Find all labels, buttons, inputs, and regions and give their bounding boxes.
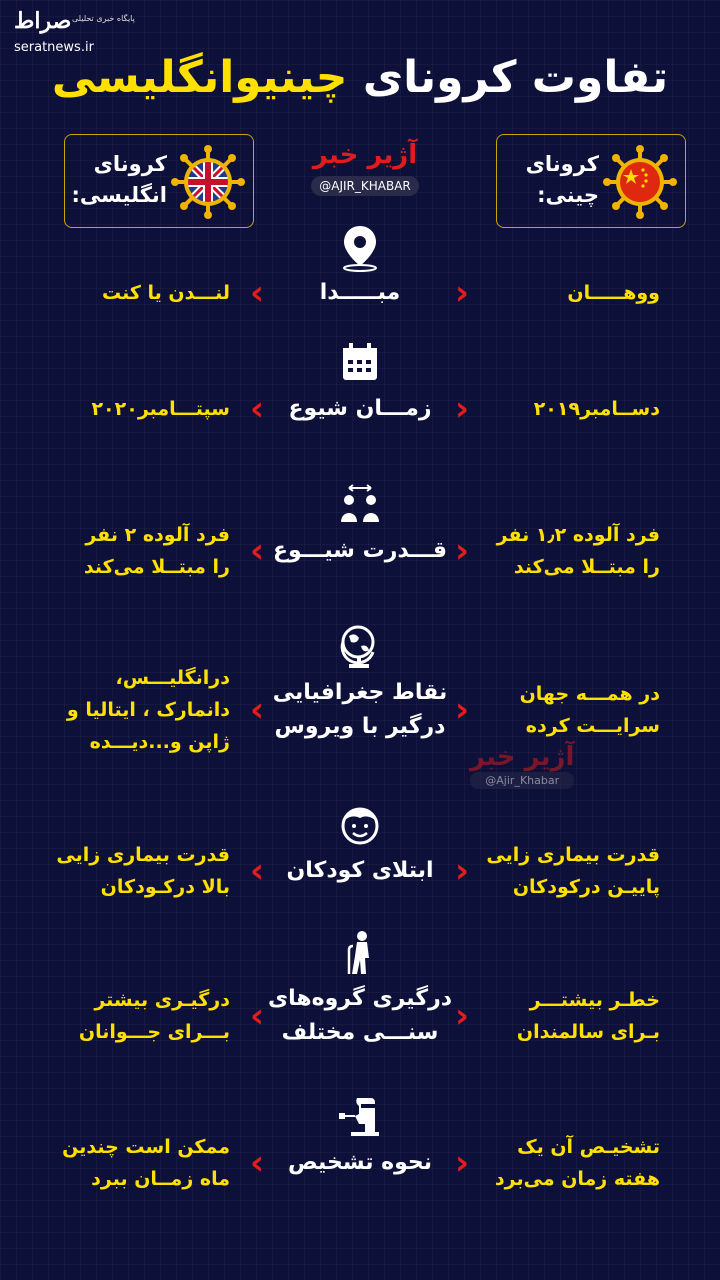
row-label [260,392,460,426]
brand-handle: @AJIR_KHABAR [311,176,419,196]
title-part4: انگلیسی [51,52,235,103]
row-label [260,534,460,568]
site-logo: صراط [14,8,72,34]
uk-value-line: ممکن است چندین [62,1136,230,1158]
china-card [496,134,686,228]
china-value-line: در همـــه جهان [519,683,660,705]
uk-value-line: لنـــدن یا کنت [102,282,230,304]
elderly-icon [335,928,385,978]
row-label [260,276,460,310]
uk-value-line: ژاپن و...دیـــده [89,731,230,753]
left-bracket-icon: ‹ [250,273,265,313]
uk-virus-flag-icon [171,145,245,219]
site-url: seratnews.ir [14,40,94,55]
watermark-name: آژیر خبر [470,742,575,772]
uk-value-line: سپتـــامبر۲۰۲۰ [91,398,230,420]
uk-value-line: فرد آلوده ۲ نفر [85,524,230,546]
china-card-line1: کرونای [525,152,599,176]
title-part2: چینی [261,52,348,103]
row-label-line: مبـــــدا [319,280,401,305]
right-bracket-icon: › [455,273,470,313]
uk-value-line: قدرت بیماری زایی [56,844,230,866]
uk-card-line2: انگلیسی: [71,183,167,207]
uk-value-line: بـــرای جـــوانان [78,1021,230,1043]
uk-value [30,839,230,903]
uk-value-line: ماه زمــان ببرد [91,1168,230,1190]
china-value-line: سرایـــت کرده [525,715,660,737]
china-value [460,393,660,425]
right-bracket-icon: › [455,531,470,571]
row-label-line: زمـــان شیوع [288,396,432,421]
china-virus-flag-icon [603,145,677,219]
uk-value-line: درگیـری بیشتر [94,989,230,1011]
uk-value [30,277,230,309]
right-bracket-icon: › [455,1143,470,1183]
china-value [460,839,660,903]
left-bracket-icon: ‹ [250,851,265,891]
brand-logo [305,140,425,196]
right-bracket-icon: › [455,389,470,429]
title-part1: تفاوت کرونای [362,52,669,103]
people-icon [335,480,385,530]
row-label [260,982,460,1050]
china-value-line: قدرت بیماری زایی [486,844,660,866]
china-value-line: فرد آلوده ۱٫۲ نفر [496,524,660,546]
uk-value-line: بالا درکـودکان [100,876,230,898]
child-face-icon [335,800,385,850]
row-label-line: قـــدرت شیـــوع [272,538,448,563]
uk-card-line1: کرونای [93,152,167,176]
title-part3: و [234,52,262,103]
china-value-line: هفته زمان می‌برد [494,1168,660,1190]
right-bracket-icon: › [455,851,470,891]
right-bracket-icon: › [455,996,470,1036]
calendar-icon [335,338,385,388]
watermark [470,742,574,789]
right-bracket-icon: › [455,690,470,730]
uk-value [30,393,230,425]
uk-value-line: درانگلیـــس، [115,667,230,689]
china-value-line: ووهـــــان [567,282,660,304]
uk-card-label [67,149,167,211]
china-value [460,678,660,742]
china-card-line2: چینی: [537,183,599,207]
watermark-handle: @Ajir_Khabar [470,772,574,789]
left-bracket-icon: ‹ [250,1143,265,1183]
row-label [260,676,460,744]
row-label-line: نقاط جغرافیایی [272,680,448,705]
uk-value [30,1131,230,1195]
china-value-line: را مبتــلا می‌کند [513,556,660,578]
globe-icon [335,622,385,672]
row-label [260,1146,460,1180]
row-label [260,854,460,888]
china-value-line: تشخیـص آن یک [517,1136,660,1158]
china-value-line: بـرای سالمندان [516,1021,660,1043]
china-card-label [499,149,599,211]
china-value [460,984,660,1048]
row-label-line: سنـــی مختلف [281,1020,439,1045]
china-value [460,1131,660,1195]
left-bracket-icon: ‹ [250,389,265,429]
left-bracket-icon: ‹ [250,531,265,571]
row-label-line: درگیر با ویروس [274,714,446,739]
uk-value-line: را مبتــلا می‌کند [83,556,230,578]
left-bracket-icon: ‹ [250,690,265,730]
page-title [0,52,720,103]
location-pin-icon [335,222,385,272]
china-value-line: پاییـن درکودکان [512,876,660,898]
diagnosis-icon [335,1092,385,1142]
row-label-line: ابتلای کودکان [286,858,434,883]
china-value [460,519,660,583]
left-bracket-icon: ‹ [250,996,265,1036]
uk-card [64,134,254,228]
row-label-line: نحوه تشخیص [287,1150,433,1175]
brand-name: آژیر خبر [312,140,418,170]
uk-value [30,662,230,758]
row-label-line: درگیری گروه‌های [267,986,453,1011]
china-value-line: خطـر بیشتـــر [529,989,660,1011]
uk-value [30,984,230,1048]
china-value-line: دســامبر۲۰۱۹ [533,398,660,420]
site-tagline: پایگاه خبری تحلیلی [72,14,135,23]
site-branding [14,8,135,55]
china-value [460,277,660,309]
uk-value [30,519,230,583]
uk-value-line: دانمارک ، ایتالیا و [66,699,230,721]
